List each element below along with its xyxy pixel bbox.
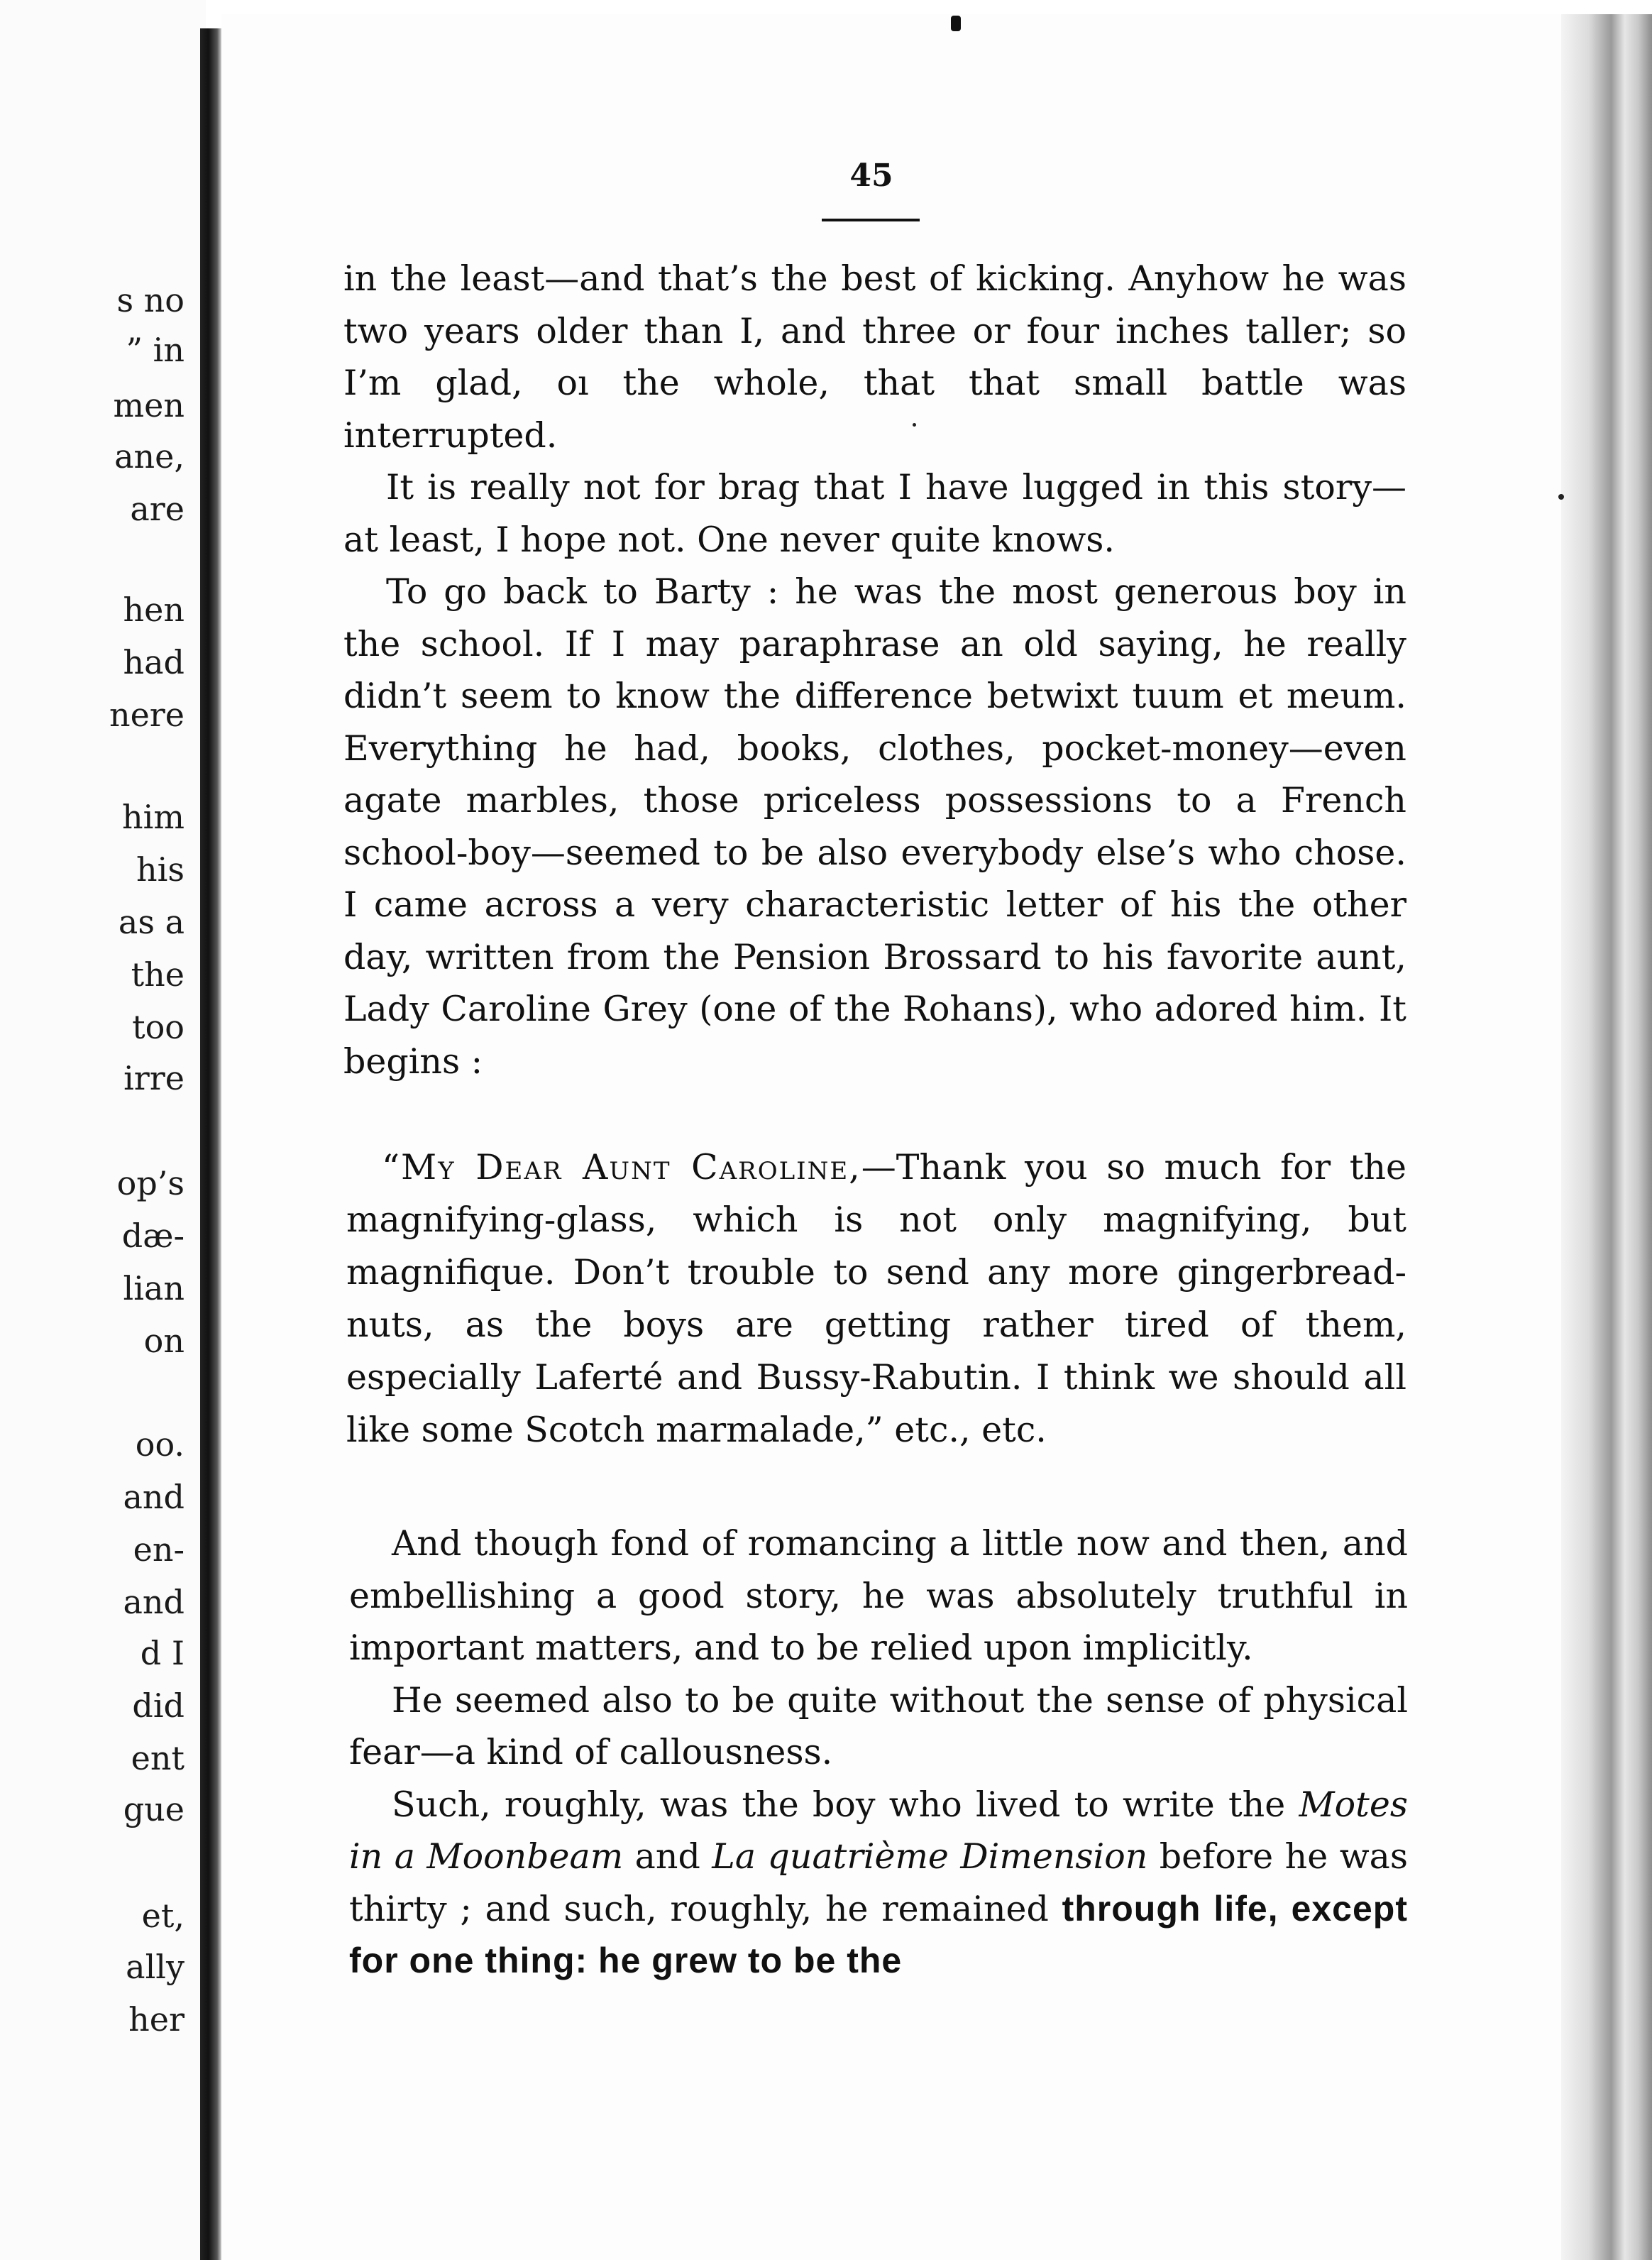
left-page-fragment: and (123, 1583, 185, 1621)
letter-body: —Thank you so much for the magnifying-glass, which is not only magnifying, but magnifique. Don’t trouble to send any more gingerbread-nuts, as the boys are getting rather tired of them, especially Laferté and Bussy-Rabutin. I think we should all like some Scotch marmalade,” etc., etc. (346, 1147, 1406, 1450)
left-page-fragment: en- (133, 1530, 185, 1569)
left-page-fragment: d I (140, 1634, 185, 1672)
page-number: 45 (849, 158, 893, 194)
left-page-fragment: are (130, 490, 185, 528)
left-page-fragment: her (128, 2000, 185, 2039)
left-page-fragment: ent (131, 1739, 185, 1777)
book-title-dimension: La quatrième Dimension (712, 1836, 1148, 1877)
left-page-fragment: as a (118, 903, 185, 941)
left-page-fragment: too (132, 1008, 185, 1046)
body-text-bottom (349, 1518, 1408, 1987)
paragraph-6-last-line: through life, except for one thing: he grew to be the (349, 1888, 1408, 1980)
left-page-fragment: did (132, 1686, 185, 1725)
paragraph-1: in the least—and that’s the best of kicking. Anyhow he was two years older than I, and three or four inches taller; so I’m glad, oı the whole, that that small battle was interrupted. (343, 258, 1406, 456)
left-page-fragment: ” in (126, 331, 185, 369)
book-title-motes: Motes in a Moonbeam (349, 1784, 1408, 1877)
left-page-fragment: et, (141, 1897, 185, 1935)
paragraph-3: To go back to Barty : he was the most generous boy in the school. If I may paraphrase an old saying, he really didn’t seem to know the difference betwixt tuum et meum. Everything he had, books, clothes, pocket-money—even agate marbles, those priceless possessions to a French school-boy—seemed to be also everybody else’s who chose. I came across a very characteristic letter of his the other day, written from the Pension Brossard to his favorite aunt, Lady Caroline Grey (one of the Rohans), who adored him. It begins : (343, 571, 1406, 1082)
body-text-top (343, 253, 1406, 1087)
book-gutter (200, 28, 221, 2260)
print-speck (1558, 494, 1564, 500)
letter-salutation: “My Dear Aunt Caroline, (382, 1147, 861, 1187)
left-page-fragment: oo. (135, 1425, 185, 1464)
left-page-fragment: nere (109, 696, 185, 734)
left-page-fragment: gue (123, 1790, 185, 1828)
left-page (0, 0, 206, 2260)
page-edge (1561, 14, 1652, 2260)
paragraph-6 (349, 1779, 1408, 1987)
left-page-fragment: ally (126, 1948, 185, 1986)
paragraph-5: He seemed also to be quite without the sense of physical fear—a kind of callousness. (349, 1679, 1408, 1772)
paragraph-6-mid: before he was thirty ; and such, roughly, he remained (349, 1836, 1408, 1929)
page-number-rule (822, 219, 920, 221)
left-page-fragment: had (123, 643, 185, 681)
left-page-fragment: dæ- (121, 1217, 185, 1255)
left-page-fragment: his (136, 850, 185, 889)
paragraph-4: And though fond of romancing a little now and then, and embellishing a good story, he was absolutely truthful in important matters, and to be relied upon implicitly. (349, 1523, 1408, 1668)
left-page-fragment: on (143, 1322, 185, 1360)
quoted-letter (346, 1141, 1406, 1457)
left-page-fragment: the (131, 955, 185, 994)
ink-mark (951, 16, 961, 31)
left-page-fragment: s no (116, 281, 185, 319)
print-speck (913, 423, 916, 427)
left-page-fragment: ane, (114, 437, 185, 476)
paragraph-2: It is really not for brag that I have lugged in this story—at least, I hope not. One never quite knows. (343, 467, 1406, 560)
left-page-fragment: irre (123, 1059, 185, 1097)
left-page-fragment: op’s (116, 1164, 185, 1202)
paragraph-6-start: Such, roughly, was the boy who lived to write the (392, 1784, 1286, 1825)
left-page-fragment: and (123, 1478, 185, 1516)
left-page-fragment: lian (123, 1269, 185, 1307)
left-page-fragment: hen (123, 591, 185, 629)
left-page-fragment: him (122, 798, 185, 836)
left-page-fragment: men (113, 386, 185, 424)
paragraph-6-and: and (634, 1836, 700, 1877)
